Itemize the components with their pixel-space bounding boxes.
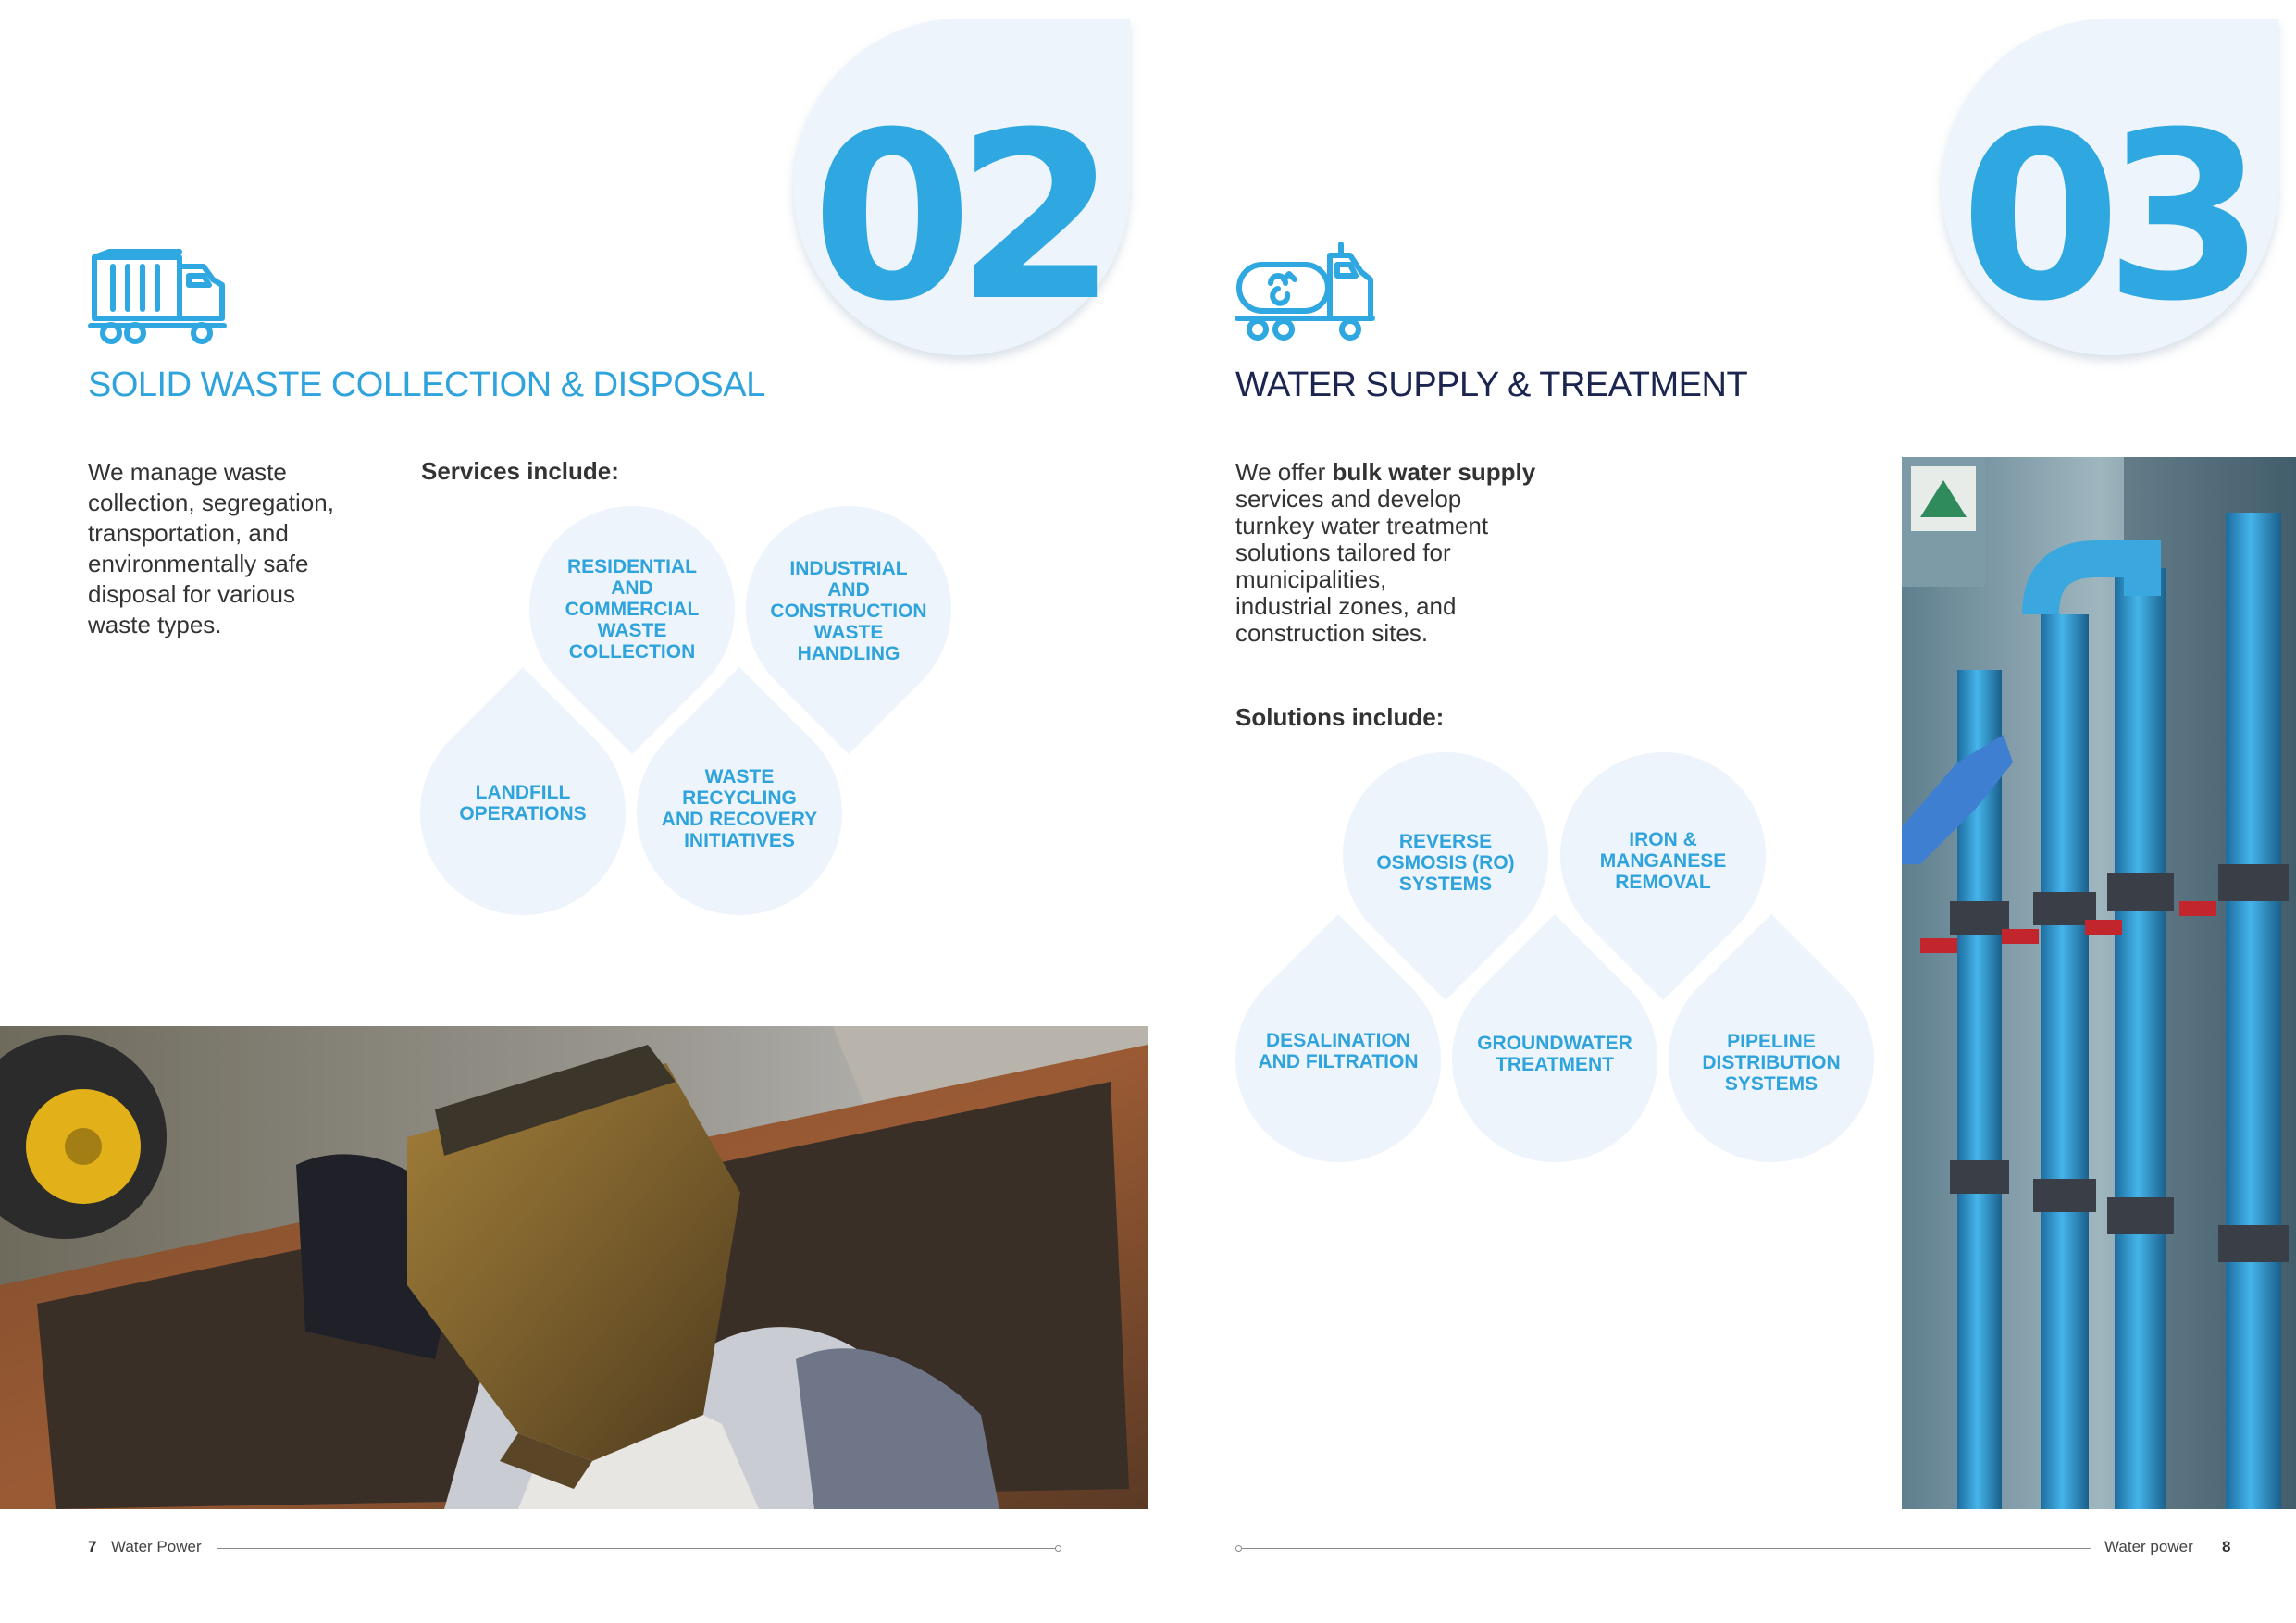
description-line: services and develop xyxy=(1235,485,1462,513)
description-line: waste types. xyxy=(88,611,222,638)
section-number-badge xyxy=(1942,19,2278,355)
description-line: construction sites. xyxy=(1235,619,1429,647)
services-heading: Services include: xyxy=(421,457,619,485)
description-line: We manage waste xyxy=(88,458,287,486)
solution-label-iron: IRON & MANGANESE REMOVAL xyxy=(1599,828,1727,893)
service-label-recycling: WASTE RECYCLING AND RECOVERY INITIATIVES xyxy=(661,766,818,851)
footer-label: Water Power xyxy=(111,1538,202,1555)
section-description xyxy=(88,457,334,640)
solution-label-pipeline: PIPELINE DISTRIBUTION SYSTEMS xyxy=(1702,1030,1841,1095)
solution-label-desalination: DESALINATION AND FILTRATION xyxy=(1258,1030,1419,1072)
solution-label-ro: REVERSE OSMOSIS (RO) SYSTEMS xyxy=(1376,830,1515,895)
service-label-residential: RESIDENTIAL AND COMMERCIAL WASTE COLLECTION xyxy=(565,555,700,663)
water-tanker-truck-icon xyxy=(1234,241,1376,349)
section-title: WATER SUPPLY & TREATMENT xyxy=(1235,365,1748,404)
service-label-industrial: INDUSTRIAL AND CONSTRUCTION WASTE HANDLING xyxy=(770,557,927,664)
footer-rule xyxy=(217,1548,1056,1549)
footer-rule-end xyxy=(1055,1545,1061,1552)
description-line: We offer bulk water supply xyxy=(1235,458,1536,486)
description-line: transportation, and xyxy=(88,519,289,547)
section-number: 03 xyxy=(1960,82,2249,352)
description-line: environmentally safe xyxy=(88,550,309,577)
description-line: solutions tailored for xyxy=(1235,539,1451,566)
garbage-truck-icon xyxy=(87,248,228,349)
right-page xyxy=(1148,0,2296,1623)
section-number: 02 xyxy=(812,82,1100,352)
water-treatment-pipes-photo xyxy=(1902,457,2296,1509)
footer-label: Water power xyxy=(2104,1538,2193,1555)
solution-label-groundwater: GROUNDWATER TREATMENT xyxy=(1477,1033,1632,1075)
section-number-badge xyxy=(793,19,1130,355)
service-label-landfill: LANDFILL OPERATIONS xyxy=(459,782,587,824)
description-line: industrial zones, and xyxy=(1235,592,1457,620)
description-line: disposal for various xyxy=(88,580,295,608)
section-title: SOLID WASTE COLLECTION & DISPOSAL xyxy=(88,365,765,404)
description-line: municipalities, xyxy=(1235,565,1387,593)
description-line: turnkey water treatment xyxy=(1235,512,1489,539)
page-number: 8 xyxy=(2222,1538,2231,1555)
page-number: 7 xyxy=(88,1538,97,1555)
excavator-bucket-dumpster-photo xyxy=(0,1026,1148,1509)
footer-rule xyxy=(1241,1548,2091,1549)
solutions-heading: Solutions include: xyxy=(1235,703,1445,731)
description-line: collection, segregation, xyxy=(88,489,334,516)
section-description xyxy=(1235,459,1535,647)
